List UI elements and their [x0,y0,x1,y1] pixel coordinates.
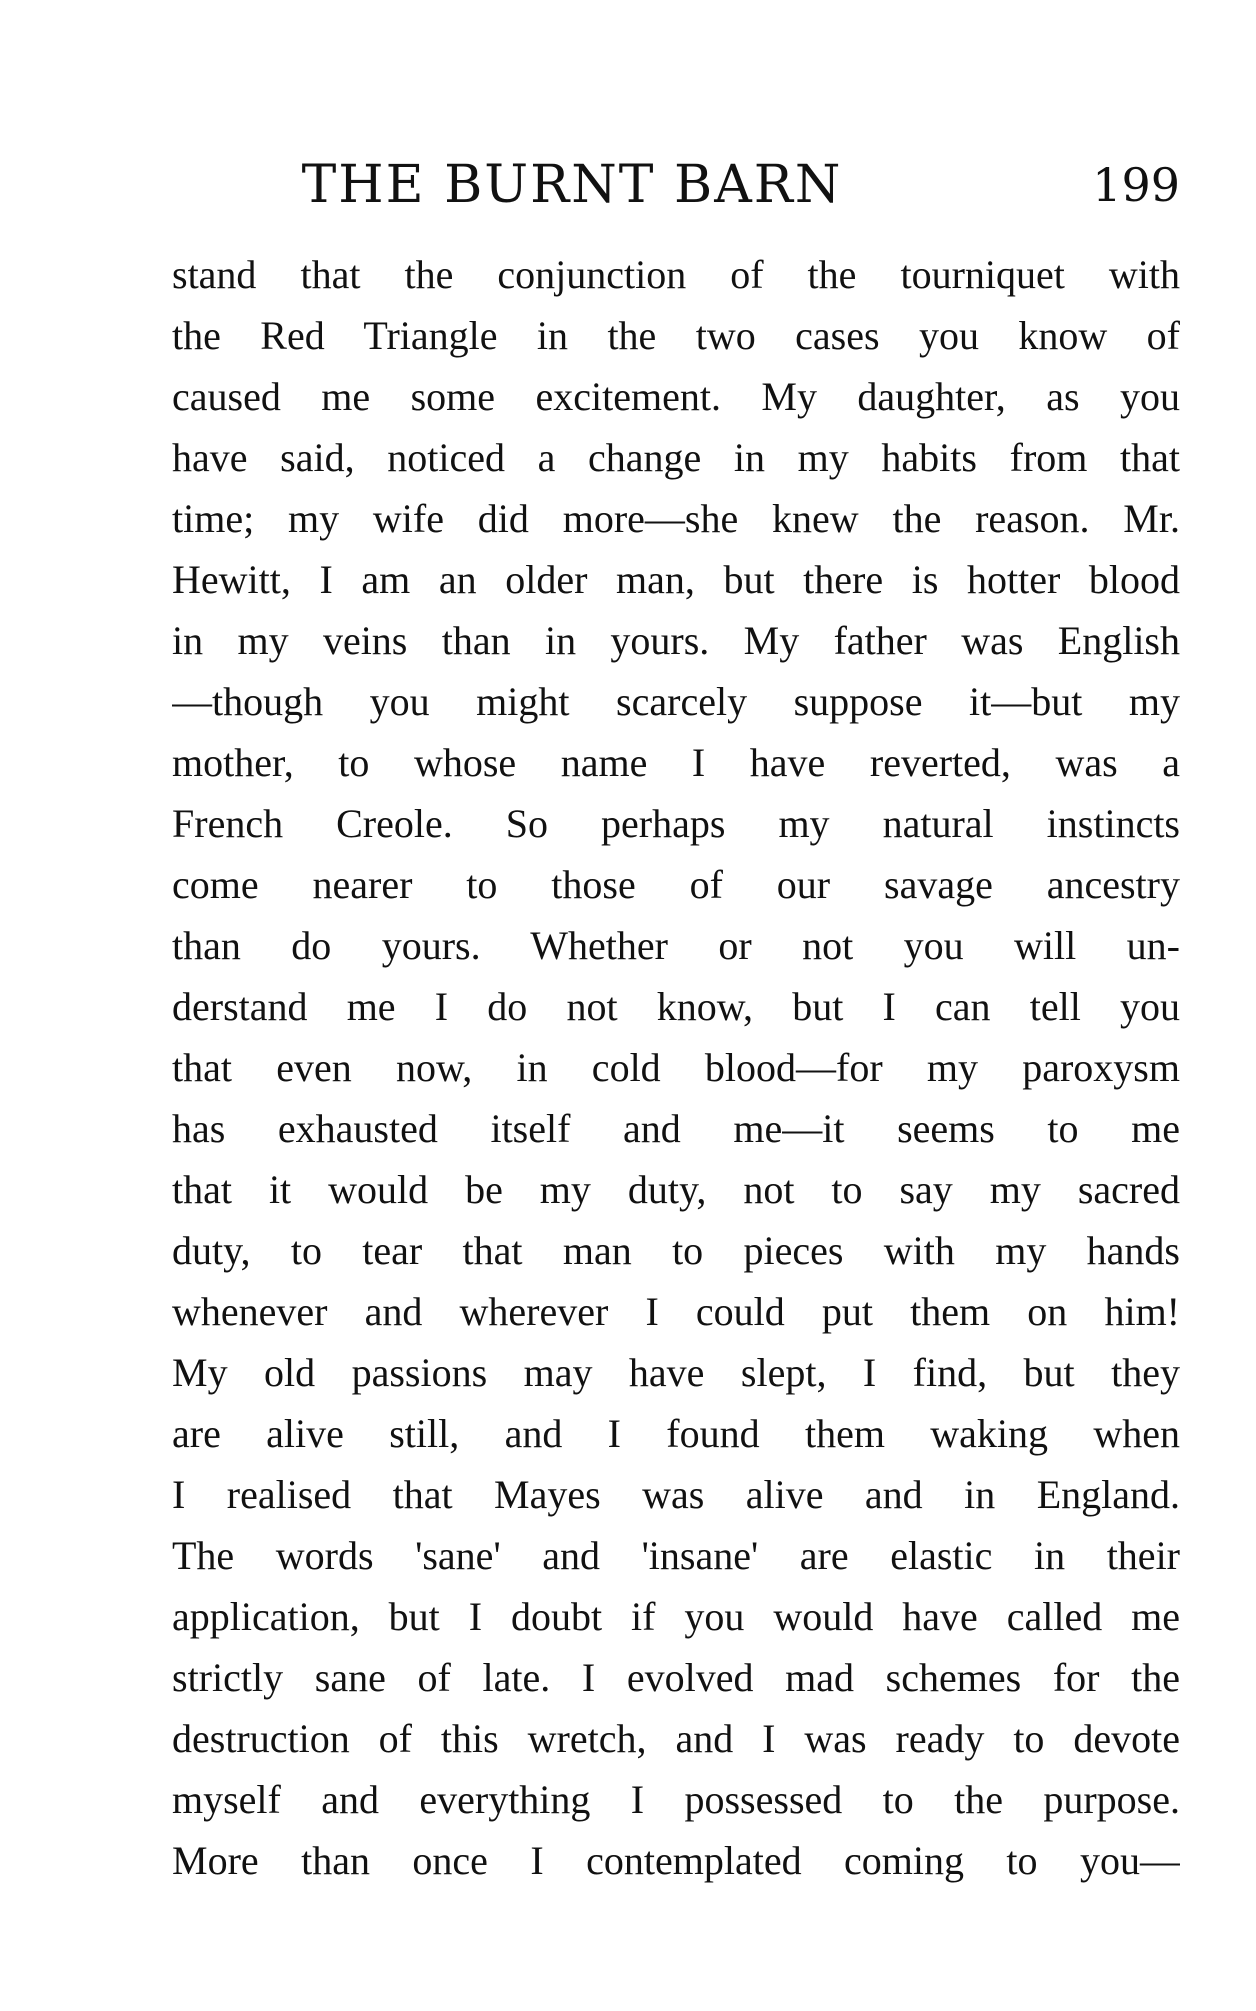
text-line: destruction of this wretch, and I was ready to devote [172,1716,1180,1761]
text-line: caused me some excitement. My daughter, as you [172,374,1180,419]
text-line: are alive still, and I found them waking when [172,1411,1180,1456]
text-line: The words 'sane' and 'insane' are elastic in their [172,1533,1180,1578]
text-line: —though you might scarcely suppose it—but my [172,679,1180,724]
text-line: in my veins than in yours. My father was English [172,618,1180,663]
text-line: the Red Triangle in the two cases you know of [172,313,1180,358]
text-line: time; my wife did more—she knew the reason. Mr. [172,496,1180,541]
text-line: than do yours. Whether or not you will un- [172,923,1180,968]
text-line: More than once I contemplated coming to you— [172,1838,1180,1883]
text-line: Hewitt, I am an older man, but there is hotter blood [172,557,1180,602]
text-line: that it would be my duty, not to say my sacred [172,1167,1180,1212]
page-number: 199 [1092,158,1180,212]
text-line: whenever and wherever I could put them on him! [172,1289,1180,1334]
text-line: derstand me I do not know, but I can tell you [172,984,1180,1029]
text-line: has exhausted itself and me—it seems to me [172,1106,1180,1151]
running-head [172,150,1180,220]
text-line: mother, to whose name I have reverted, was a [172,740,1180,785]
text-line: French Creole. So perhaps my natural instincts [172,801,1180,846]
text-line: myself and everything I possessed to the purpose. [172,1777,1180,1822]
body-text [172,244,1180,1891]
text-line: My old passions may have slept, I find, but they [172,1350,1180,1395]
text-line: application, but I doubt if you would have called me [172,1594,1180,1639]
text-line: have said, noticed a change in my habits from that [172,435,1180,480]
text-line: duty, to tear that man to pieces with my hands [172,1228,1180,1273]
text-line: strictly sane of late. I evolved mad schemes for the [172,1655,1180,1700]
text-line: that even now, in cold blood—for my paroxysm [172,1045,1180,1090]
text-line: stand that the conjunction of the tourniquet with [172,252,1180,297]
running-title: THE BURNT BARN [301,155,843,215]
text-line: come nearer to those of our savage ancestry [172,862,1180,907]
text-line: I realised that Mayes was alive and in England. [172,1472,1180,1517]
